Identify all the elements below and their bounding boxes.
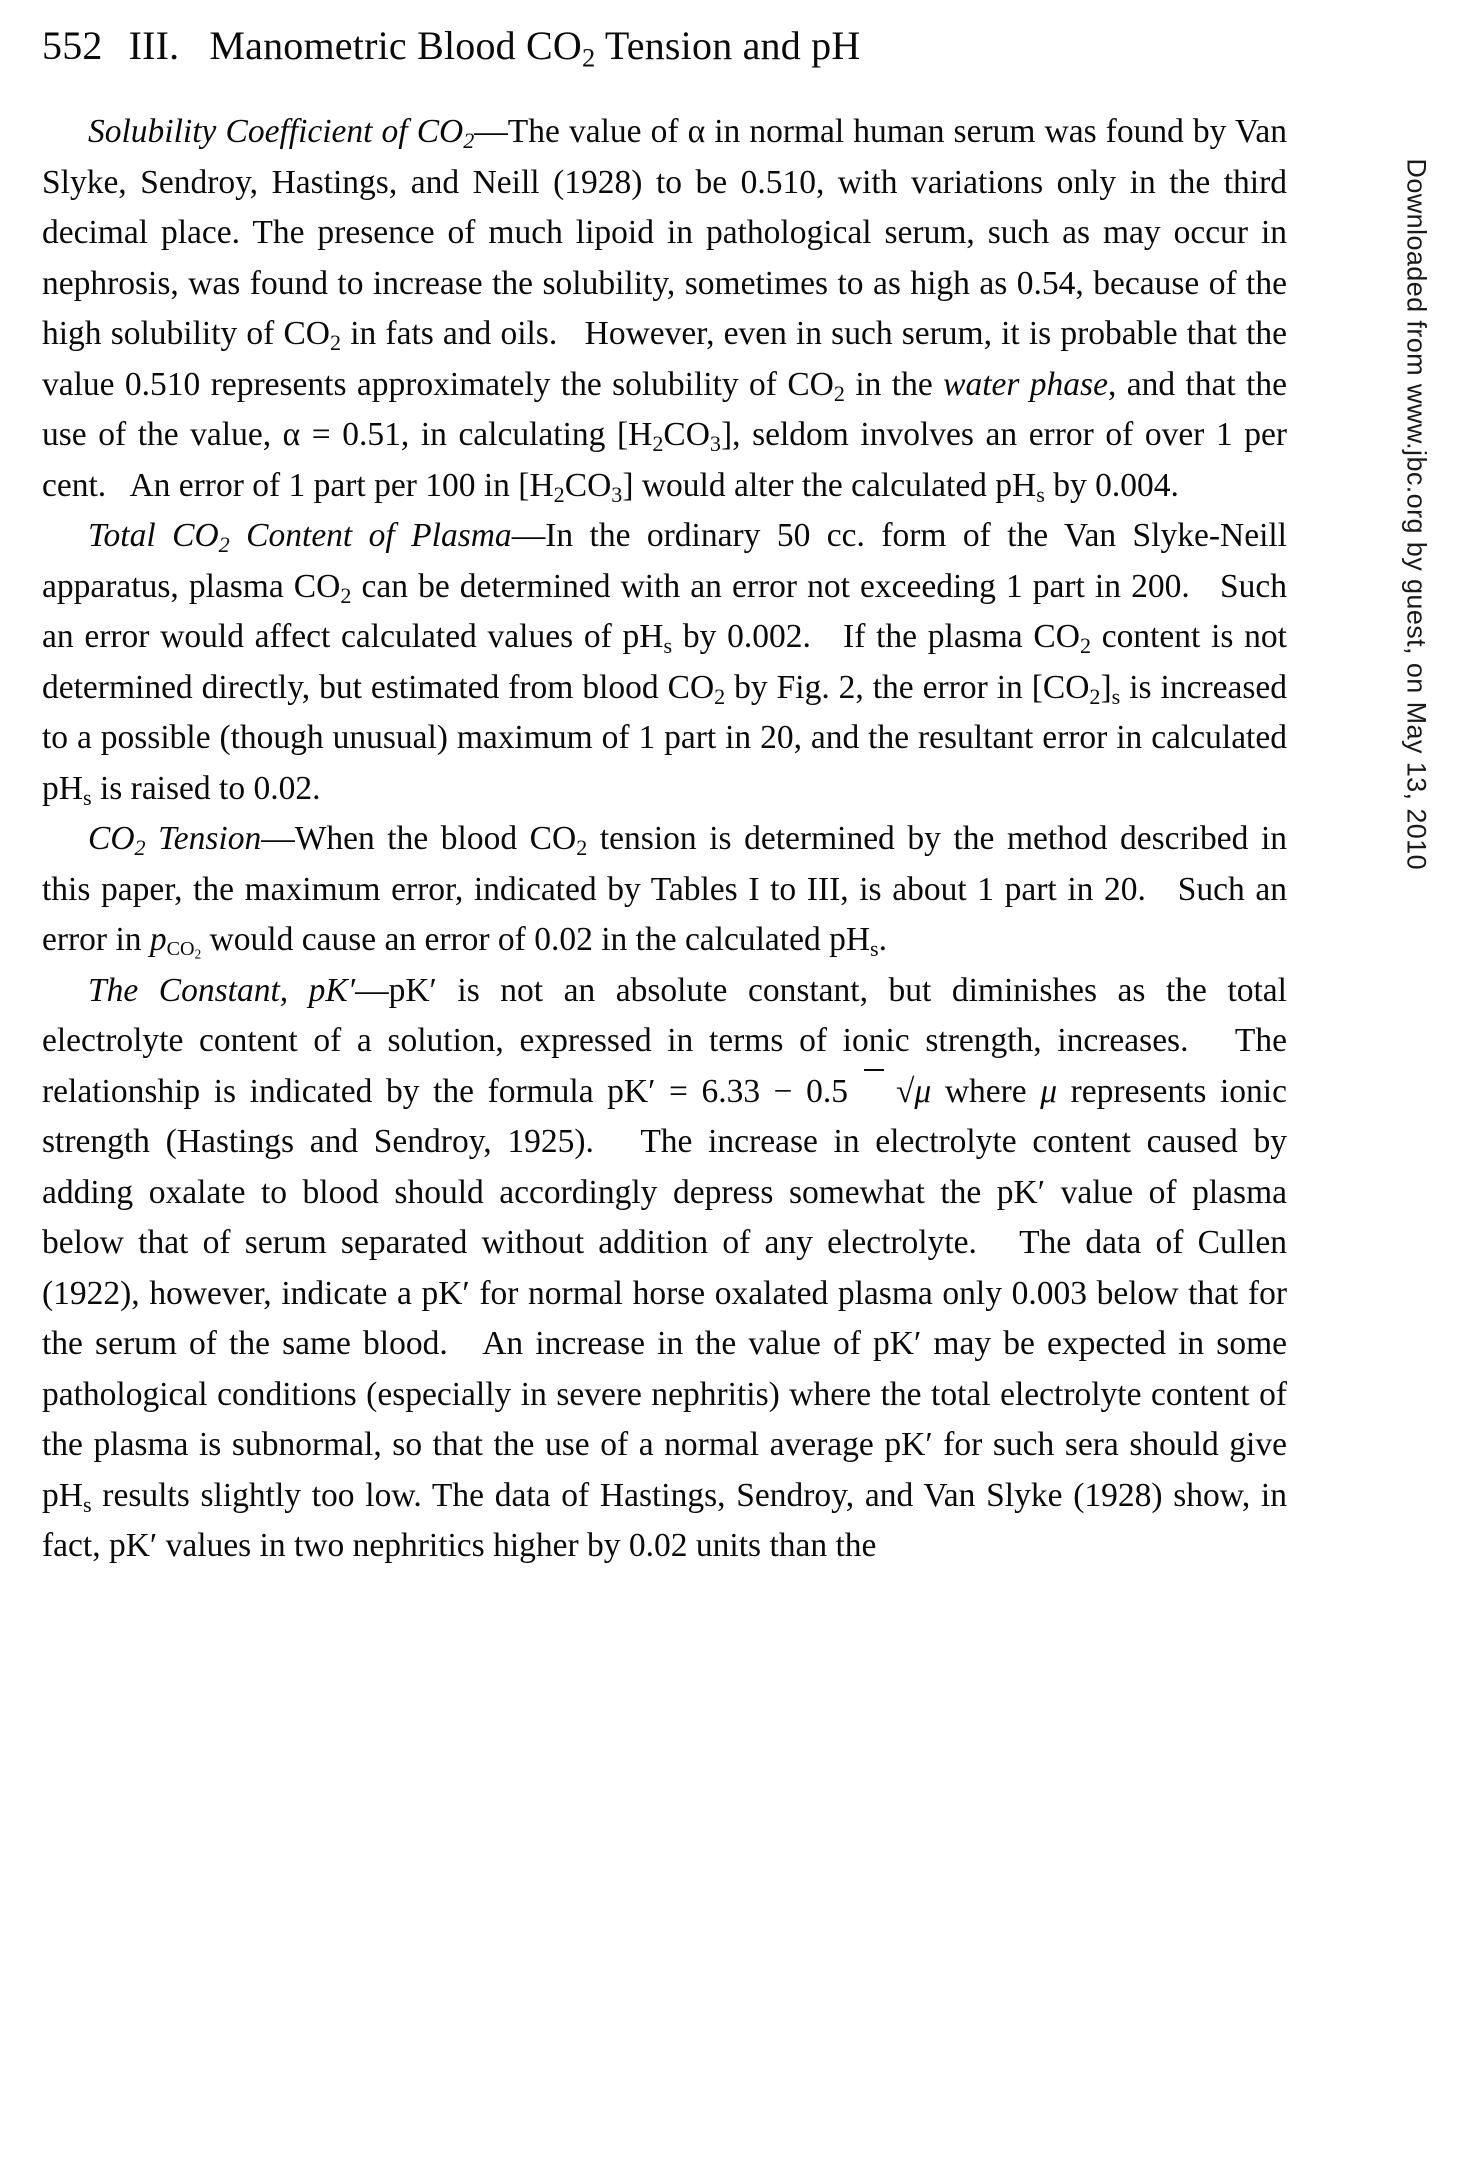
body-text (42, 107, 1287, 1572)
section-number: III. (128, 23, 180, 68)
page-number: 552 (42, 23, 103, 68)
running-title: Manometric Blood $CO_2$ Tension and pH (209, 23, 861, 73)
square-root-symbol: √ (848, 1067, 914, 1118)
paragraph-heading-total-co2: Total $CO_2$ Content of Plasma (88, 517, 512, 558)
paragraph-total-co2-content: Total $CO_2$ Content of Plasma—In the ordinary 50 cc. form of the Van Slyke-Neill apparatus, plasma $CO_2$ can be determined with an error not exceeding 1 part in 200. Such an error would affect calculated values of $pH_s$ by 0.002. If the plasma $CO_2$ content is not determined directly, but estimated from blood $CO_2$ by Fig. 2, the error in $[CO_2]_s$ is increased to a possible (though unusual) maximum of 1 part in 20, and the resultant error in calculated $pH_s$ is raised to 0.02. (42, 517, 1288, 810)
paragraph-heading-solubility: Solubility Coefficient of $CO_2$ (88, 113, 475, 154)
download-watermark (1398, 158, 1442, 1770)
page-content (42, 22, 1287, 1572)
paragraph-heading-constant-pk: The Constant, pK′ (88, 971, 356, 1009)
paragraph-co2-tension: $CO_2$ Tension—When the blood $CO_2$ tension is determined by the method described in this paper, the maximum error, indicated by Tables I to III, is about 1 part in 20. Such an error in pCO$_2$ would cause an error of 0.02 in the calculated $pH_s$. (42, 820, 1288, 962)
paragraph-the-constant-pk: The Constant, pK′—pK′ is not an absolute constant, but diminishes as the total electrolyte content of a solution, expressed in terms of ionic strength, increases. The relationship is indicated by the formula pK′ = 6.33 − 0.5 √ μ where μ represents ionic strength (Hastings and Sendroy, 1925). The increase in electrolyte content caused by adding oxalate to blood should accordingly depress somewhat the pK′ value of plasma below that of serum separated without addition of any electrolyte. The data of Cullen (1922), however, indicate a pK′ for normal horse oxalated plasma only 0.003 below that for the serum of the same blood. An increase in the value of pK′ may be expected in some pathological conditions (especially in severe nephritis) where the total electrolyte content of the plasma is subnormal, so that the use of a normal average pK′ for such sera should give $pH_s$ results slightly too low. The data of Hastings, Sendroy, and Van Slyke (1928) show, in fact, pK′ values in two nephritics higher by 0.02 units than the (42, 971, 1287, 1564)
page-header (42, 22, 1287, 73)
download-watermark-text: Downloaded from www.jbc.org by guest, on May 13, 2010 (1402, 158, 1432, 870)
paragraph-heading-co2-tension: $CO_2$ Tension (88, 820, 262, 861)
paragraph-solubility-coefficient: Solubility Coefficient of $CO_2—The$ value of α in normal human serum was found by Van Slyke, Sendroy, Hastings, and Neill (1928) to be 0.510, with variations only in the third decimal place. The presence of much lipoid in pathological serum, such as may occur in nephrosis, was found to increase the solubility, sometimes to as high as 0.54, because of the high solubility of $CO_2$ in fats and oils. However, even in such serum, it is probable that the value 0.510 represents approximately the solubility of $CO_2$ in the water phase, and that the use of the value, α = 0.51, in calculating $[H_2CO_3]$, seldom involves an error of over 1 per cent. An error of 1 part per 100 in $[H_2CO_3]$ would alter the calculated $pH_s$ by 0.004. (42, 113, 1288, 507)
